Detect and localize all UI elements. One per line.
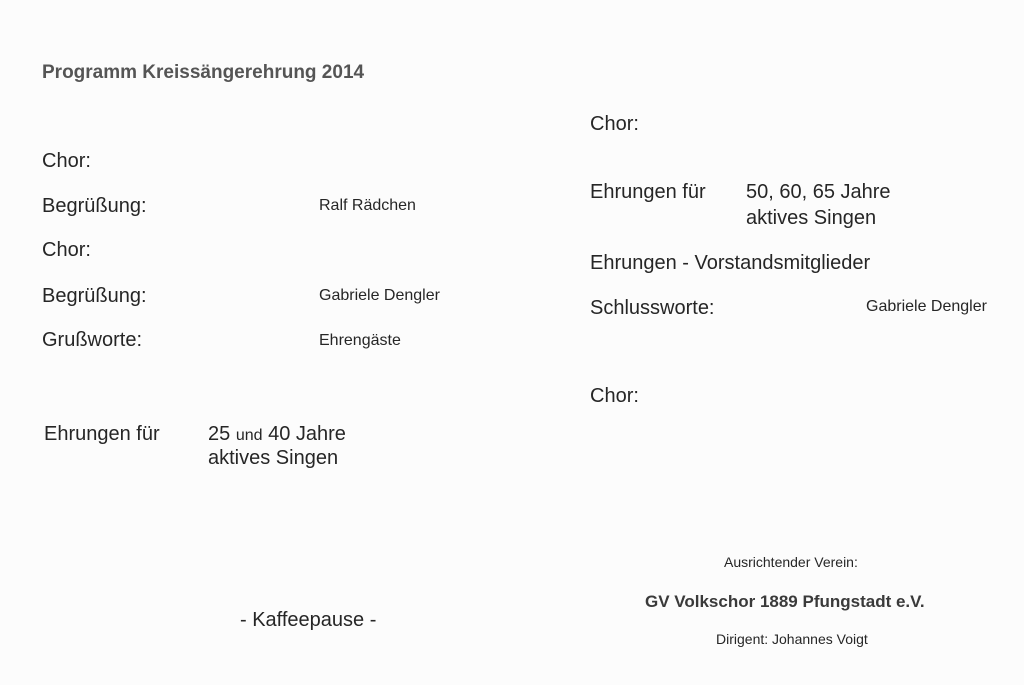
right-ehrungen-value-line1: 50, 60, 65 Jahre bbox=[746, 181, 891, 203]
schlussworte-label: Schlussworte: bbox=[590, 297, 715, 319]
right-ehrungen-value-line2: aktives Singen bbox=[746, 207, 877, 229]
ausrichtender-verein-label: Ausrichtender Verein: bbox=[724, 554, 858, 570]
begruessung-2-label: Begrüßung: bbox=[42, 285, 147, 307]
schlussworte-name: Gabriele Dengler bbox=[866, 298, 987, 315]
vorstand-ehrungen: Ehrungen - Vorstandsmitglieder bbox=[590, 252, 871, 274]
left-chor-2: Chor: bbox=[42, 239, 91, 261]
grussworte-label: Grußworte: bbox=[42, 329, 143, 351]
dirigent: Dirigent: Johannes Voigt bbox=[716, 631, 868, 647]
right-chor-2: Chor: bbox=[590, 385, 639, 407]
begruessung-1-name: Ralf Rädchen bbox=[319, 197, 416, 214]
ehrungen-value-und: und bbox=[235, 427, 263, 444]
right-chor-1: Chor: bbox=[590, 113, 639, 135]
ehrungen-value-a: 25 bbox=[208, 423, 231, 445]
page-title: Programm Kreissängerehrung 2014 bbox=[42, 62, 365, 83]
kaffeepause: - Kaffeepause - bbox=[240, 609, 377, 631]
begruessung-1-label: Begrüßung: bbox=[42, 195, 147, 217]
left-chor-1: Chor: bbox=[42, 150, 91, 172]
left-ehrungen-value-line2: aktives Singen bbox=[208, 447, 339, 469]
begruessung-2-name: Gabriele Dengler bbox=[319, 287, 440, 304]
left-ehrungen-value-line1 bbox=[208, 424, 346, 444]
verein-name: GV Volkschor 1889 Pfungstadt e.V. bbox=[645, 592, 925, 611]
grussworte-name: Ehrengäste bbox=[319, 332, 401, 349]
right-ehrungen-label: Ehrungen für bbox=[590, 181, 706, 203]
left-ehrungen-label: Ehrungen für bbox=[44, 423, 160, 445]
ehrungen-value-b: 40 Jahre bbox=[268, 423, 346, 445]
